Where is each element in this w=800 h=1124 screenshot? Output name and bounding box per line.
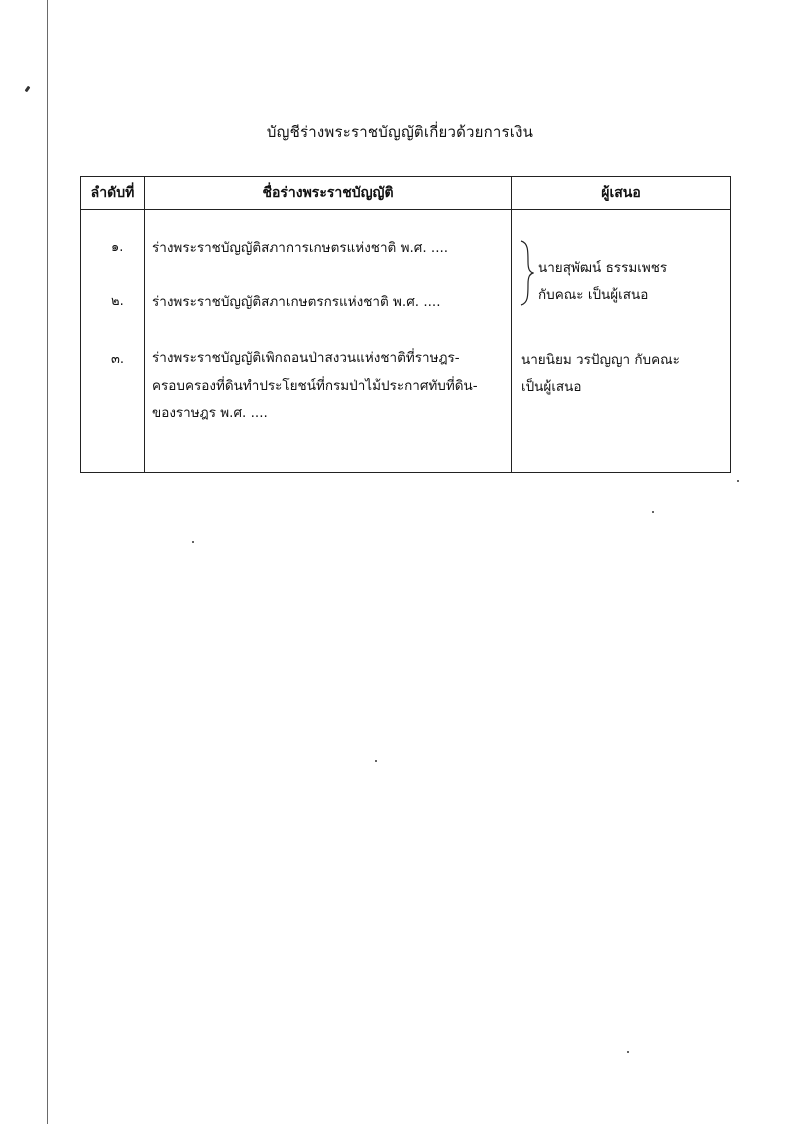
bill-name-line: ครอบครองที่ดินทำประโยชน์ที่กรมป่าไม้ประกาศทับที่ดิน-	[152, 378, 478, 394]
proposer-line: นายสุพัฒน์ ธรรมเพชร	[538, 260, 668, 276]
scan-speck	[652, 511, 654, 513]
order-column-cell	[81, 210, 145, 473]
bills-table	[80, 176, 731, 473]
bill-name-column-cell	[145, 210, 512, 473]
row-number: ๒.	[111, 294, 124, 309]
bill-name-line: ของราษฎร พ.ศ. ....	[152, 405, 268, 421]
header-order: ลำดับที่	[81, 177, 145, 210]
header-bill-name: ชื่อร่างพระราชบัญญัติ	[145, 177, 512, 210]
bill-name-line: ร่างพระราชบัญญัติสภาเกษตรกรแห่งชาติ พ.ศ. ....	[152, 294, 441, 310]
bill-name-line: ร่างพระราชบัญญัติสภาการเกษตรแห่งชาติ พ.ศ. ....	[152, 240, 449, 256]
header-proposer: ผู้เสนอ	[512, 177, 731, 210]
bill-name-line: ร่างพระราชบัญญัติเพิกถอนป่าสงวนแห่งชาติที่ราษฎร-	[152, 350, 460, 366]
row-number: ๓.	[111, 352, 125, 367]
proposer-line: เป็นผู้เสนอ	[521, 379, 582, 395]
scan-speck	[627, 1051, 629, 1053]
document-title: บัญชีร่างพระราชบัญญัติเกี่ยวด้วยการเงิน	[266, 123, 534, 141]
scan-speck	[192, 541, 194, 543]
proposer-column-cell	[512, 210, 731, 473]
row-number: ๑.	[111, 240, 124, 255]
scan-speck	[737, 480, 739, 482]
scan-speck	[375, 760, 377, 762]
table-header-row	[81, 177, 731, 210]
scan-speck	[25, 86, 31, 93]
table-body-row	[81, 210, 731, 473]
proposer-line: นายนิยม วรปัญญา กับคณะ	[521, 352, 680, 368]
proposer-line: กับคณะ เป็นผู้เสนอ	[538, 287, 649, 303]
binding-margin-line	[47, 0, 48, 1124]
curly-brace-icon	[518, 240, 534, 306]
